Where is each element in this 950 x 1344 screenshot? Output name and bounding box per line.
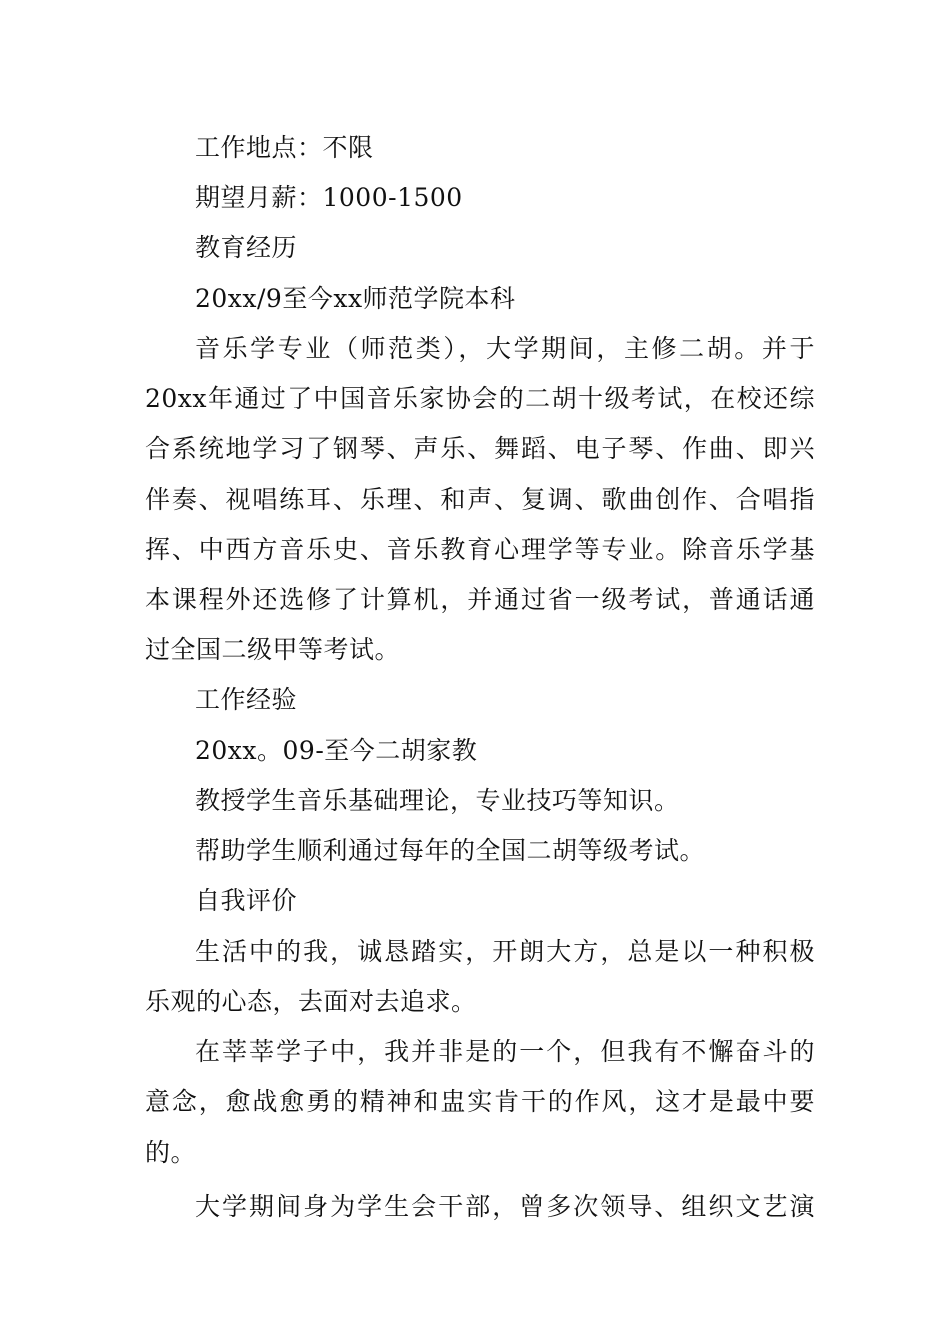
education-paragraph-line: 伴奏、视唱练耳、乐理、和声、复调、歌曲创作、合唱指 <box>145 485 815 514</box>
expected-salary-line: 期望月薪：1000-1500 <box>195 183 463 212</box>
work-location-line: 工作地点：不限 <box>195 133 374 162</box>
education-paragraph-line: 过全国二级甲等考试。 <box>145 635 401 664</box>
education-heading: 教育经历 <box>195 233 298 262</box>
work-experience-heading: 工作经验 <box>195 685 298 714</box>
education-entry: 20xx/9至今xx师范学院本科 <box>195 284 516 313</box>
work-experience-detail: 帮助学生顺利通过每年的全国二胡等级考试。 <box>195 836 706 865</box>
education-paragraph-line: 合系统地学习了钢琴、声乐、舞蹈、电子琴、作曲、即兴 <box>145 434 815 463</box>
self-evaluation-paragraph-line: 生活中的我，诚恳踏实，开朗大方，总是以一种积极 <box>195 937 815 966</box>
education-paragraph-line: 挥、中西方音乐史、音乐教育心理学等专业。除音乐学基 <box>145 535 815 564</box>
self-evaluation-paragraph-line: 大学期间身为学生会干部，曾多次领导、组织文艺演 <box>195 1192 815 1221</box>
self-evaluation-paragraph-line: 乐观的心态，去面对去追求。 <box>145 987 477 1016</box>
education-paragraph-line: 音乐学专业（师范类），大学期间，主修二胡。并于 <box>195 334 815 363</box>
self-evaluation-paragraph-line: 意念，愈战愈勇的精神和盅实肯干的作风，这才是最中要 <box>145 1087 815 1116</box>
work-experience-detail: 教授学生音乐基础理论，专业技巧等知识。 <box>195 786 680 815</box>
self-evaluation-paragraph-line: 在莘莘学子中，我并非是的一个，但我有不懈奋斗的 <box>195 1037 815 1066</box>
self-evaluation-heading: 自我评价 <box>195 886 298 915</box>
education-paragraph-line: 20xx年通过了中国音乐家协会的二胡十级考试，在校还综 <box>145 384 815 413</box>
education-paragraph-line: 本课程外还选修了计算机，并通过省一级考试，普通话通 <box>145 585 815 614</box>
self-evaluation-paragraph-line: 的。 <box>145 1138 197 1167</box>
work-experience-entry: 20xx。09-至今二胡家教 <box>195 736 478 765</box>
